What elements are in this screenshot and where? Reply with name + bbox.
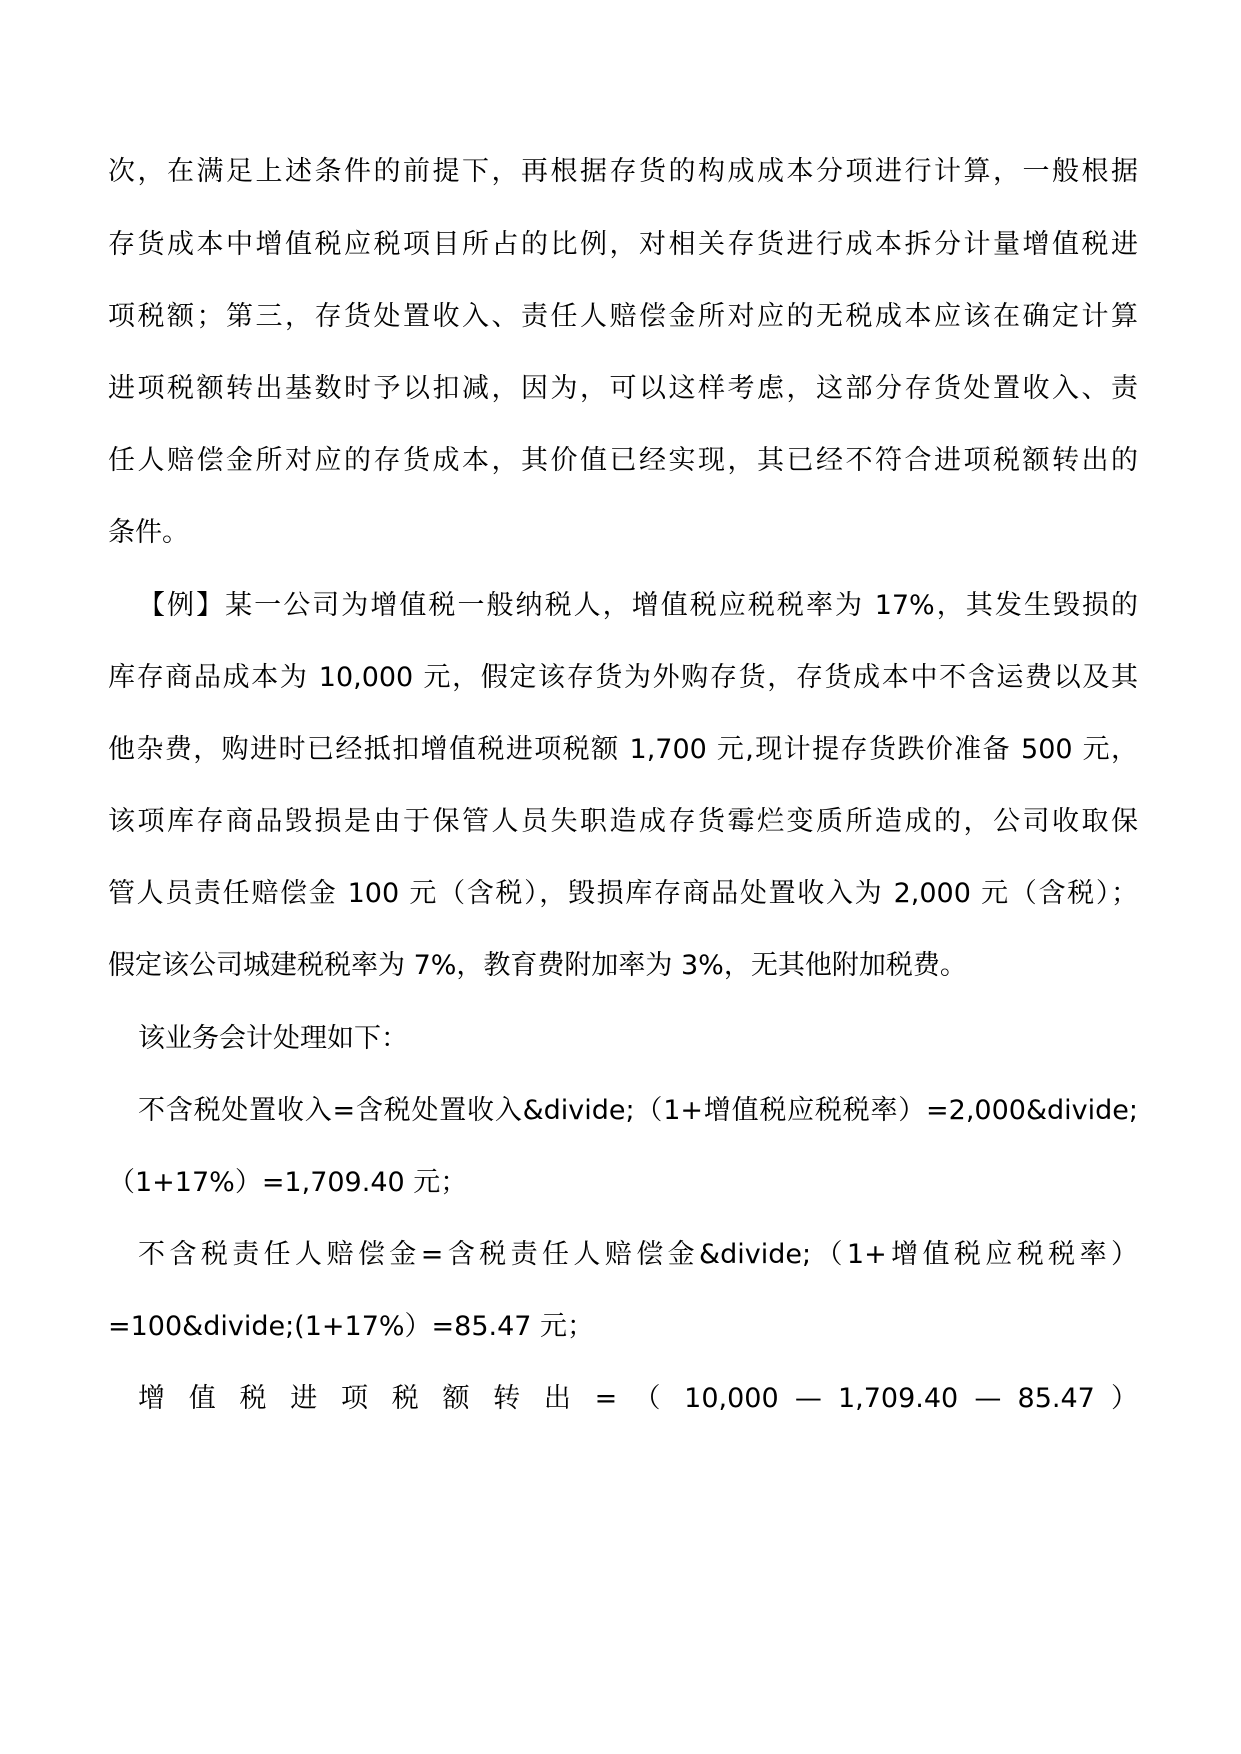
paragraph-line-5: 任人赔偿金所对应的存货成本，其价值已经实现，其已经不符合进项税额转出的 (108, 445, 1138, 476)
accounting-intro: 该业务会计处理如下： (138, 1023, 408, 1054)
example-line-5: 管人员责任赔偿金 100 元（含税），毁损库存商品处置收入为 2,000 元（含税）； (108, 878, 1138, 909)
formula-line-1: 不含税处置收入=含税处置收入&divide;（1+增值税应税税率）=2,000&divide; (138, 1095, 1138, 1126)
example-line-2: 库存商品成本为 10,000 元，假定该存货为外购存货，存货成本中不含运费以及其 (108, 662, 1138, 693)
example-line-1: 【例】某一公司为增值税一般纳税人，增值税应税税率为 17%，其发生毁损的 (138, 590, 1138, 621)
paragraph-line-2: 存货成本中增值税应税项目所占的比例，对相关存货进行成本拆分计量增值税进 (108, 229, 1138, 260)
formula-line-2: （1+17%）=1,709.40 元； (108, 1167, 468, 1198)
paragraph-line-1: 次，在满足上述条件的前提下，再根据存货的构成成本分项进行计算，一般根据 (108, 156, 1138, 187)
formula-line-3: 不含税责任人赔偿金=含税责任人赔偿金&divide;（1+增值税应税税率） (138, 1239, 1138, 1270)
paragraph-line-4: 进项税额转出基数时予以扣减，因为，可以这样考虑，这部分存货处置收入、责 (108, 373, 1138, 404)
paragraph-line-6: 条件。 (108, 517, 189, 548)
example-line-4: 该项库存商品毁损是由于保管人员失职造成存货霉烂变质所造成的，公司收取保 (108, 806, 1138, 837)
example-line-3: 他杂费，购进时已经抵扣增值税进项税额 1,700 元,现计提存货跌价准备 500 元， (108, 734, 1138, 765)
example-line-6: 假定该公司城建税税率为 7%，教育费附加率为 3%，无其他附加税费。 (108, 950, 967, 981)
paragraph-line-3: 项税额；第三，存货处置收入、责任人赔偿金所对应的无税成本应该在确定计算 (108, 301, 1138, 332)
formula-line-4: =100&divide;(1+17%）=85.47 元； (108, 1311, 595, 1342)
formula-line-5: 增 值 税 进 项 税 额 转 出 = （ 10,000 — 1,709.40 — 85.47 ） (138, 1383, 1138, 1414)
